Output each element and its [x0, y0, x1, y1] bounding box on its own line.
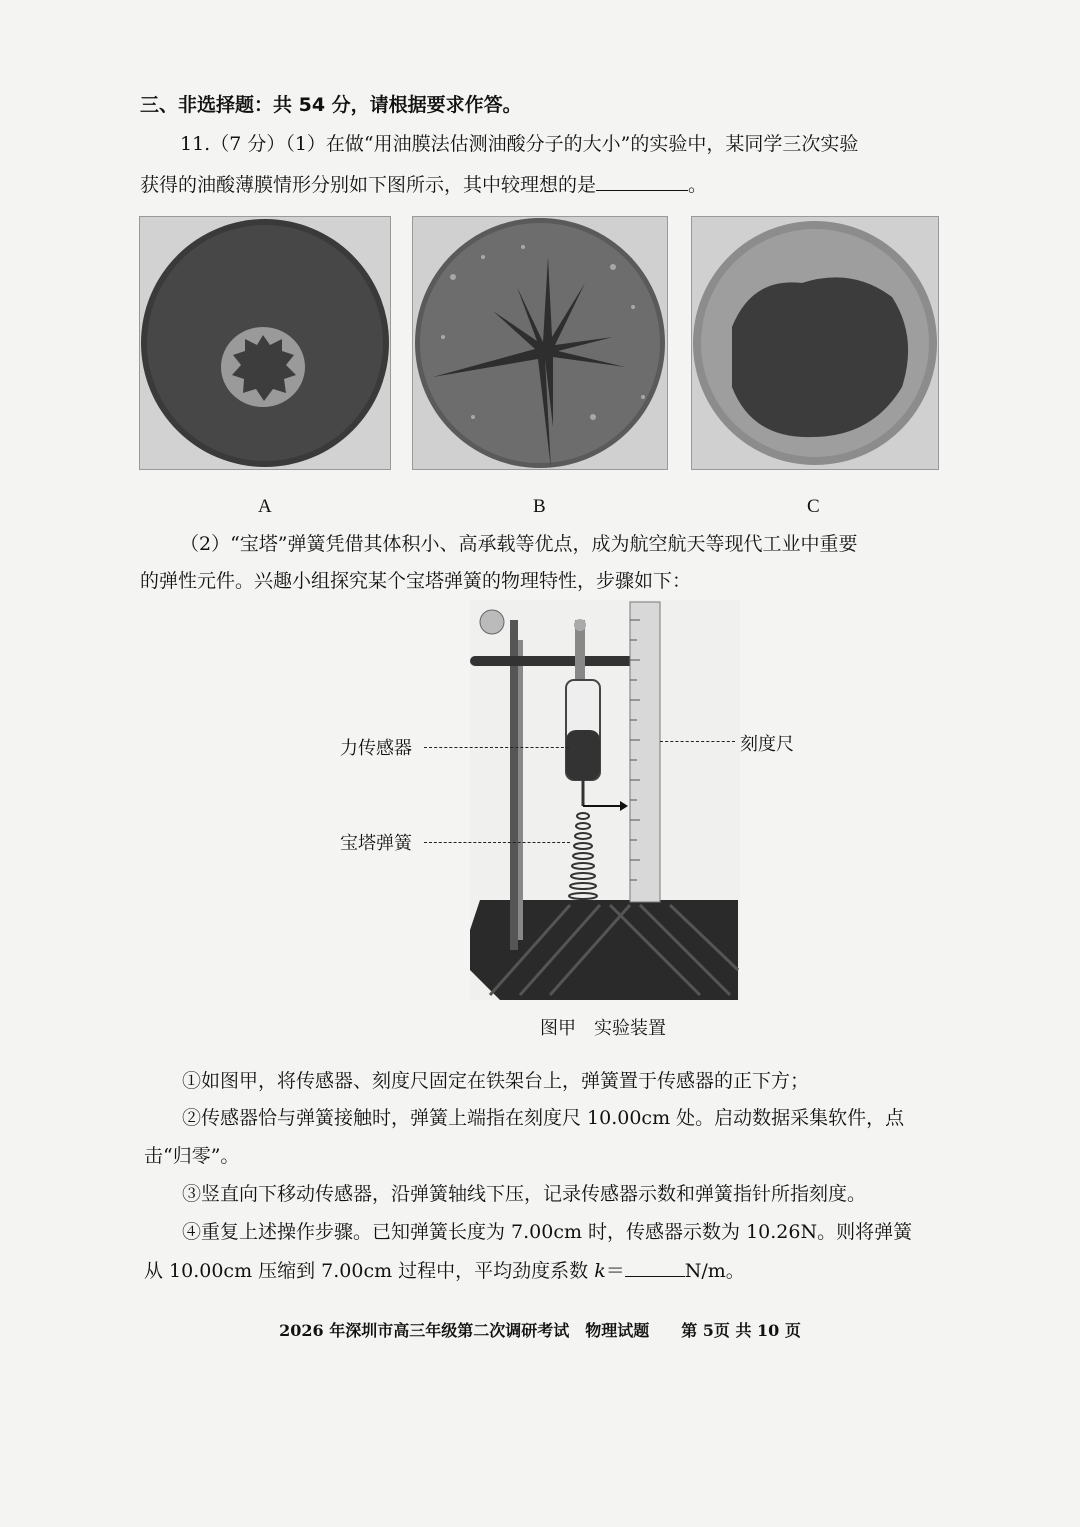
ruler-leader-line [660, 741, 735, 742]
k-symbol: k [594, 1260, 606, 1282]
answer-blank-1 [596, 170, 688, 191]
question-11-line1: 11.（7 分）（1）在做“用油膜法估测油酸分子的大小”的实验中，某同学三次实验 [180, 133, 859, 155]
oil-film-cracked-star-icon [413, 217, 667, 469]
part2-line1: （2）“宝塔”弹簧凭借其体积小、高承载等优点，成为航空航天等现代工业中重要 [180, 533, 858, 555]
page-footer: 2026 年深圳市高三年级第二次调研考试 物理试题 第 5页 共 10 页 [279, 1321, 801, 1340]
caption-c: C [807, 496, 820, 517]
label-ruler: 刻度尺 [740, 734, 794, 755]
step-2: ②传感器恰与弹簧接触时，弹簧上端指在刻度尺 10.00cm 处。启动数据采集软件，点 [182, 1107, 905, 1129]
spring-apparatus-icon [470, 600, 740, 1000]
oil-film-ring-icon [140, 217, 390, 469]
section-header: 三、非选择题：共 54 分，请根据要求作答。 [140, 94, 522, 116]
step-2-cont: 击“归零”。 [144, 1145, 240, 1167]
oil-film-photo-a [139, 216, 391, 470]
label-pagoda-spring: 宝塔弹簧 [340, 833, 412, 854]
caption-b: B [533, 496, 546, 517]
answer-blank-2 [625, 1256, 685, 1277]
sensor-leader-line [424, 747, 569, 748]
line2-end: 。 [688, 174, 708, 196]
step-1: ①如图甲，将传感器、刻度尺固定在铁架台上，弹簧置于传感器的正下方； [182, 1070, 810, 1092]
oil-film-photo-c [691, 216, 939, 470]
unit-text: N/m。 [684, 1260, 745, 1282]
figure-caption: 图甲 实验装置 [540, 1018, 666, 1039]
question-11-line2 [140, 170, 707, 198]
oil-film-photo-b [412, 216, 668, 470]
part2-line2: 的弹性元件。兴趣小组探究某个宝塔弹簧的物理特性，步骤如下： [140, 570, 692, 592]
label-force-sensor: 力传感器 [340, 738, 412, 759]
step-4-cont [144, 1256, 745, 1284]
last-line-text: 从 10.00cm 压缩到 7.00cm 过程中，平均劲度系数 [144, 1260, 595, 1282]
oil-film-spread-icon [692, 217, 938, 469]
caption-a: A [258, 496, 272, 517]
spring-leader-line [424, 842, 570, 843]
step-4: ④重复上述操作步骤。已知弹簧长度为 7.00cm 时，传感器示数为 10.26N。则将弹簧 [182, 1221, 913, 1243]
equals-sign: ＝ [605, 1260, 625, 1282]
question-11-line2-text: 获得的油酸薄膜情形分别如下图所示，其中较理想的是 [140, 174, 597, 196]
step-3: ③竖直向下移动传感器，沿弹簧轴线下压，记录传感器示数和弹簧指针所指刻度。 [182, 1183, 867, 1205]
apparatus-photo [470, 600, 740, 1000]
